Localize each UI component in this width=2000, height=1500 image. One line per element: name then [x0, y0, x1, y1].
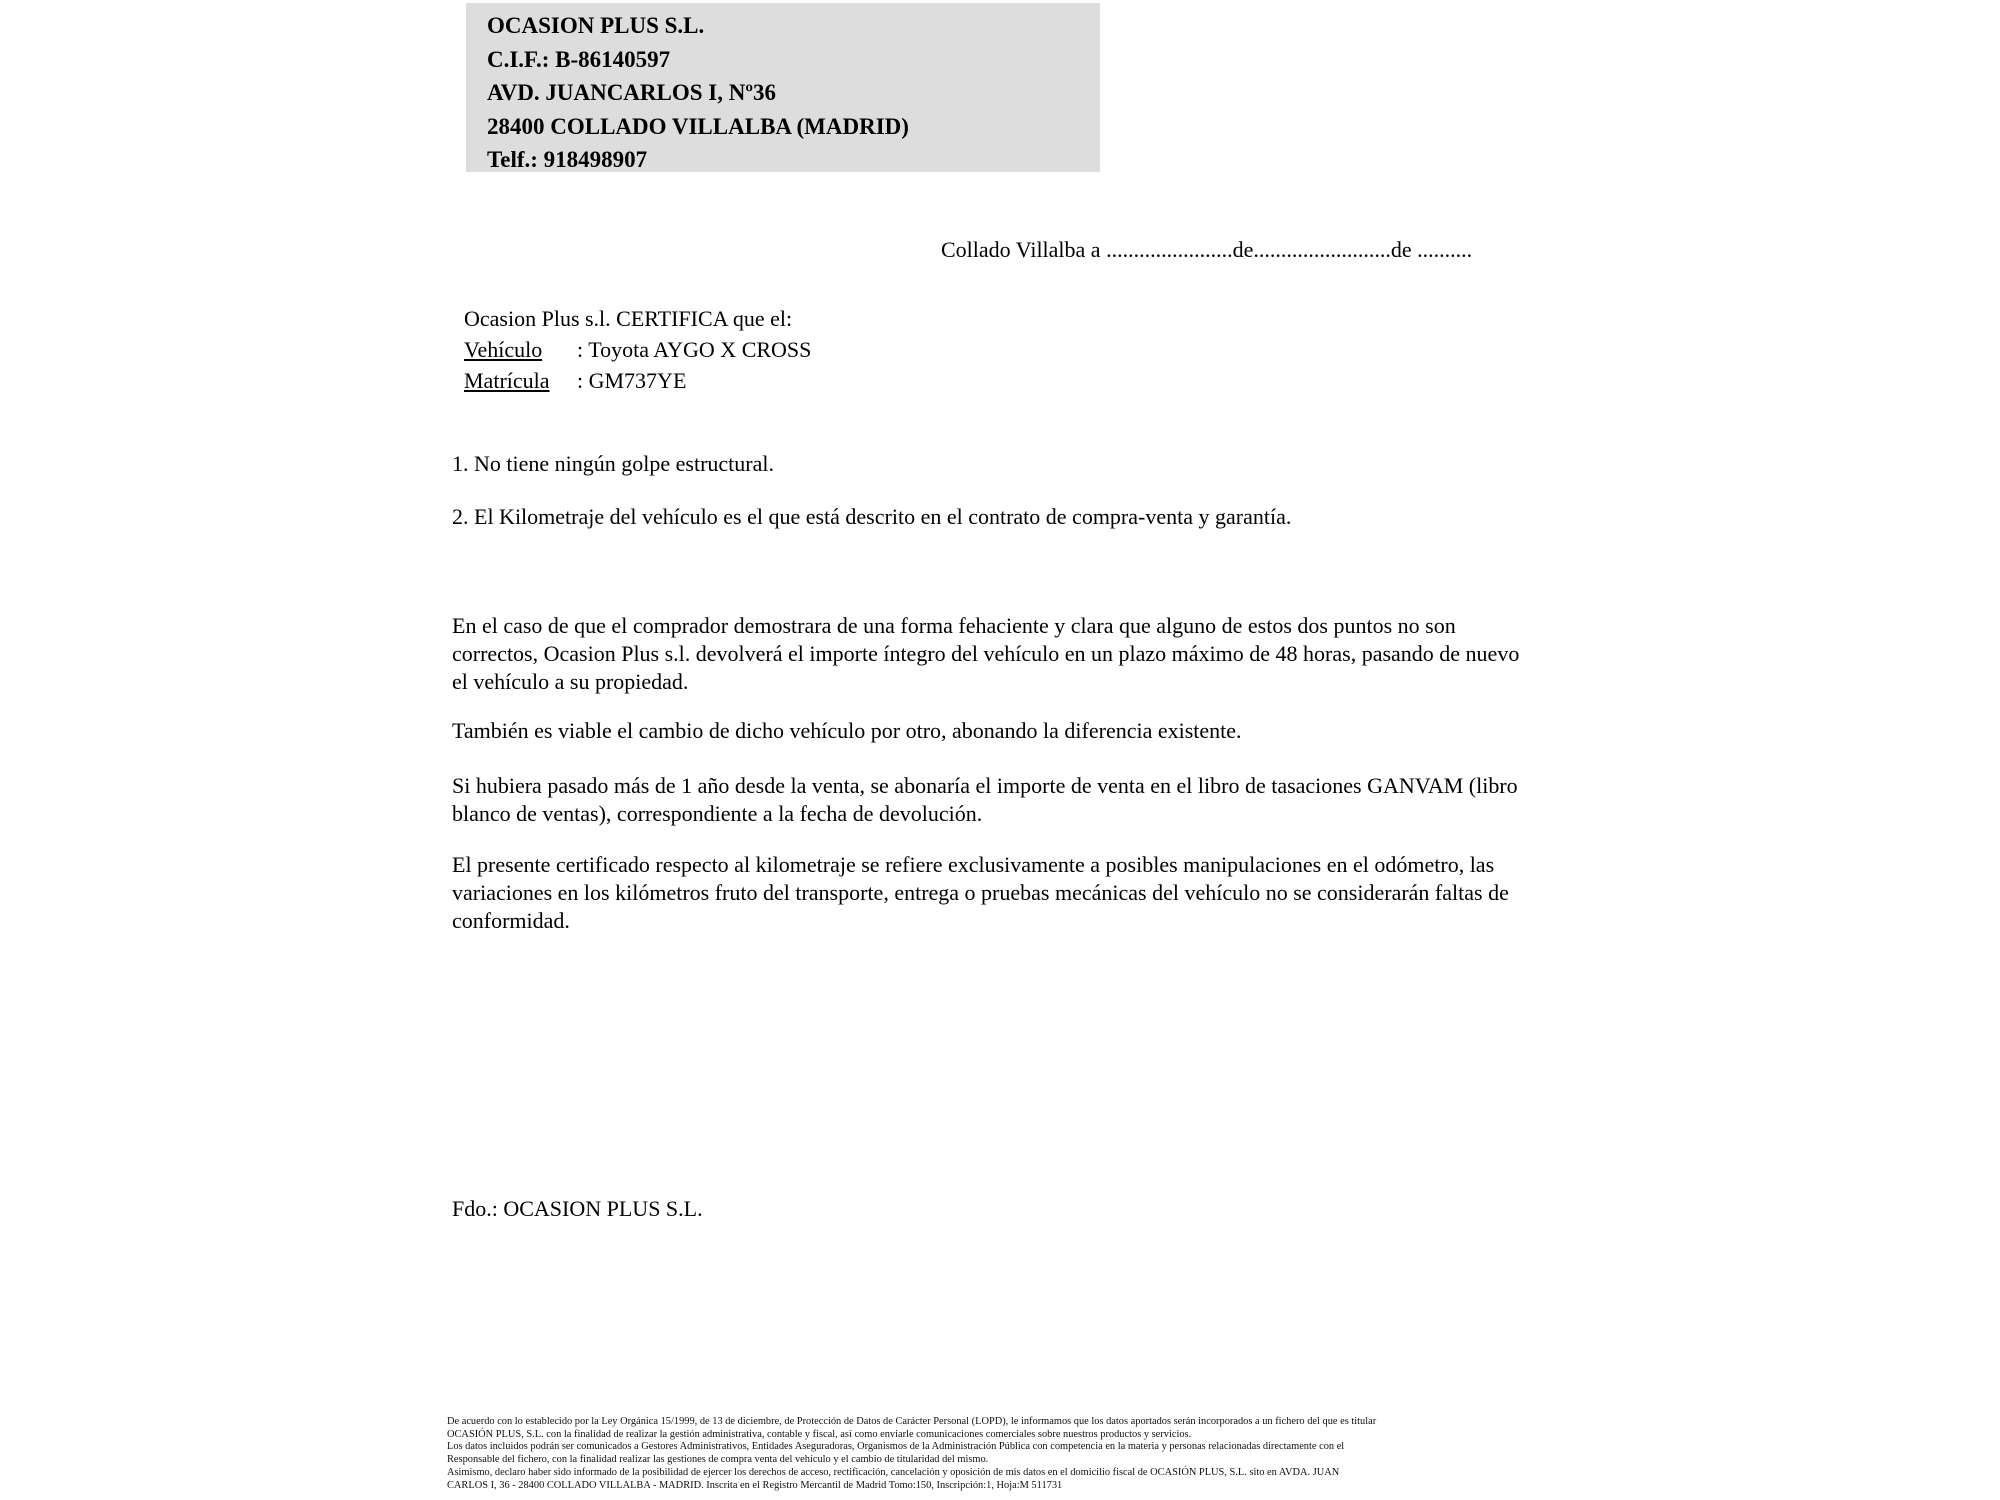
company-header-box — [466, 3, 1100, 172]
plate-label: Matrícula — [464, 368, 550, 393]
footer-line: De acuerdo con lo establecido por la Ley Orgánica 15/1999, de 13 de diciembre, de Protección de Datos de Carácter Personal (LOPD), le informamos que los datos aportados serán incorporados a un fichero del que es titular — [447, 1416, 1377, 1427]
point-item-2: 2. El Kilometraje del vehículo es el que está descrito en el contrato de compra-venta y garantía. — [452, 504, 1292, 529]
body-paragraph-ganvam: Si hubiera pasado más de 1 año desde la venta, se abonaría el importe de venta en el libro de tasaciones GANVAM (libro blanco de ventas), correspondiente a la fecha de devolución. — [452, 773, 1518, 826]
legal-footer — [447, 1416, 1376, 1492]
company-cif: C.I.F.: B-86140597 — [487, 46, 671, 72]
company-phone: Telf.: 918498907 — [487, 147, 648, 172]
certification-block — [464, 303, 811, 396]
date-fill-in-line: Collado Villalba a .......................de.........................de .......... — [941, 237, 1473, 262]
certified-points-list — [452, 450, 1542, 531]
vehicle-row — [464, 334, 811, 365]
footer-line: Responsable del fichero, con la finalidad realizar las gestiones de compra venta del vehículo y el cambio de titularidad del mismo. — [447, 1454, 989, 1466]
company-address: AVD. JUANCARLOS I, Nº36 — [487, 80, 776, 105]
footer-line: Asimismo, declaro haber sido informado de la posibilidad de ejercer los derechos de acceso, rectificación, cancelación y oposición de mis datos en el domicilio fiscal de OCASIÓN PLUS, S.L. sito en AVDA. JUAN — [447, 1466, 1340, 1478]
plate-value: : GM737YE — [577, 368, 687, 393]
vehicle-value: : Toyota AYGO X CROSS — [577, 337, 812, 362]
plate-row — [464, 365, 811, 396]
body-paragraph-odometer: El presente certificado respecto al kilometraje se refiere exclusivamente a posibles manipulaciones en el odómetro, las variaciones en los kilómetros fruto del transporte, entrega o pruebas mecánicas del vehículo no se considerarán faltas de conformidad. — [452, 852, 1509, 933]
signature-line: Fdo.: OCASION PLUS S.L. — [452, 1196, 703, 1221]
company-name: OCASION PLUS S.L. — [487, 13, 705, 38]
footer-line: CARLOS I, 36 - 28400 COLLADO VILLALBA - MADRID. Inscrita en el Registro Mercantil de Madrid Tomo:150, Inscripción:1, Hoja:M 511731 — [447, 1479, 1063, 1491]
body-paragraphs — [452, 612, 1534, 935]
body-paragraph-exchange: También es viable el cambio de dicho vehículo por otro, abonando la diferencia existente. — [452, 718, 1242, 743]
vehicle-label: Vehículo — [464, 337, 543, 362]
company-city: 28400 COLLADO VILLALBA (MADRID) — [487, 113, 909, 139]
body-paragraph-refund: En el caso de que el comprador demostrara de una forma fehaciente y clara que alguno de estos dos puntos no son correctos, Ocasion Plus s.l. devolverá el importe íntegro del vehículo en un plazo máximo de 48 horas, pasando de nuevo el vehículo a su propiedad. — [452, 613, 1520, 694]
point-item-1: 1. No tiene ningún golpe estructural. — [452, 451, 774, 476]
footer-line: Los datos incluidos podrán ser comunicados a Gestores Administrativos, Entidades Aseguradoras, Organismos de la Administración Pública con competencia en la materia y personas relacionadas directamente con el — [447, 1441, 1345, 1453]
certify-intro: Ocasion Plus s.l. CERTIFICA que el: — [464, 306, 793, 331]
footer-line: OCASIÓN PLUS, S.L. con la finalidad de realizar la gestión administrativa, contable y fiscal, así como enviarle comunicaciones comerciales sobre nuestros productos y servicios. — [447, 1428, 1192, 1440]
